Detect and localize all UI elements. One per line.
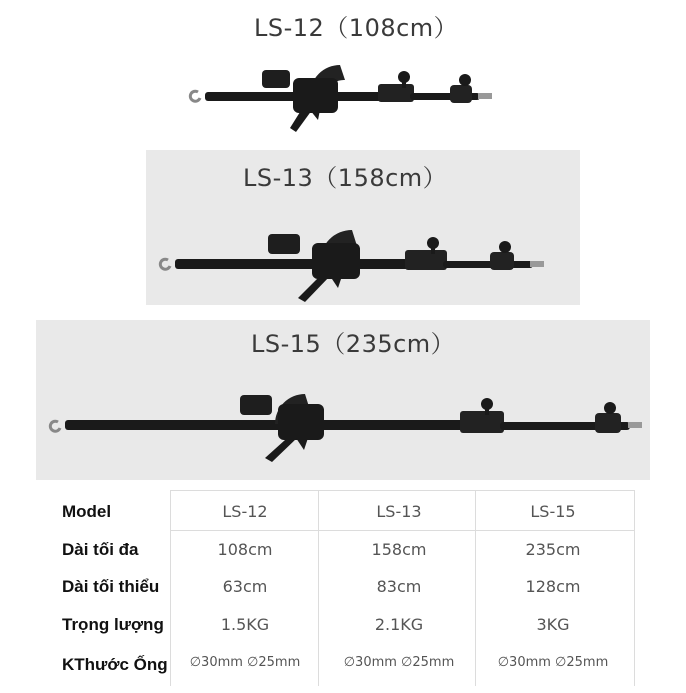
knob-icon <box>604 402 616 414</box>
pole-section <box>175 259 410 269</box>
table-cell: 2.1KG <box>374 615 424 634</box>
table-cell: 108cm <box>217 540 273 559</box>
table-cell: LS-13 <box>376 502 422 521</box>
boom-arm-ls12 <box>190 65 492 132</box>
pole-section <box>65 420 465 430</box>
clamp-handle-icon <box>262 70 290 88</box>
hook-icon <box>190 91 200 101</box>
center-joint-icon <box>278 404 324 440</box>
table-row <box>0 615 686 653</box>
row-label: Dài tối đa <box>62 540 139 559</box>
clamp-handle-icon <box>240 395 272 415</box>
table-cell: 128cm <box>525 577 581 596</box>
table-cell: 83cm <box>376 577 422 596</box>
pole-clamp <box>378 84 414 102</box>
table-cell: 63cm <box>222 577 268 596</box>
table-cell: ∅30mm ∅25mm <box>189 655 301 670</box>
hook-icon <box>160 259 170 269</box>
product-title-ls15: LS-15（235cm） <box>251 330 456 358</box>
spigot-icon <box>628 422 642 428</box>
pole-clamp <box>405 250 447 270</box>
spigot-icon <box>530 261 544 267</box>
table-cell: LS-12 <box>222 502 268 521</box>
table-cell: LS-15 <box>530 502 576 521</box>
row-label: KThước Ống <box>62 655 168 674</box>
row-label: Dài tối thiểu <box>62 577 160 596</box>
table-cell: ∅30mm ∅25mm <box>497 655 609 670</box>
pole-section <box>443 261 533 268</box>
table-cell: 235cm <box>525 540 581 559</box>
row-label: Model <box>62 502 112 521</box>
product-title-ls13: LS-13（158cm） <box>243 164 448 192</box>
center-joint-icon <box>293 78 338 113</box>
boom-arm-ls15 <box>50 394 642 462</box>
hook-icon <box>50 421 60 431</box>
knob-icon <box>459 74 471 86</box>
table-row <box>0 655 686 693</box>
table-cell: ∅30mm ∅25mm <box>343 655 455 670</box>
product-title-ls12: LS-12（108cm） <box>254 14 459 42</box>
clamp-handle-icon <box>268 234 300 254</box>
spigot-icon <box>478 93 492 99</box>
row-label: Trọng lượng <box>62 615 164 634</box>
table-cell: 1.5KG <box>220 615 270 634</box>
table-cell: 158cm <box>371 540 427 559</box>
table-row <box>0 577 686 615</box>
center-joint-icon <box>312 243 360 279</box>
table-row <box>0 540 686 578</box>
boom-arm-ls13 <box>160 230 544 302</box>
table-cell: 3KG <box>536 615 570 634</box>
table-row <box>0 502 686 540</box>
spec-table <box>0 490 686 686</box>
pole-clamp <box>460 411 504 433</box>
knob-icon <box>499 241 511 253</box>
